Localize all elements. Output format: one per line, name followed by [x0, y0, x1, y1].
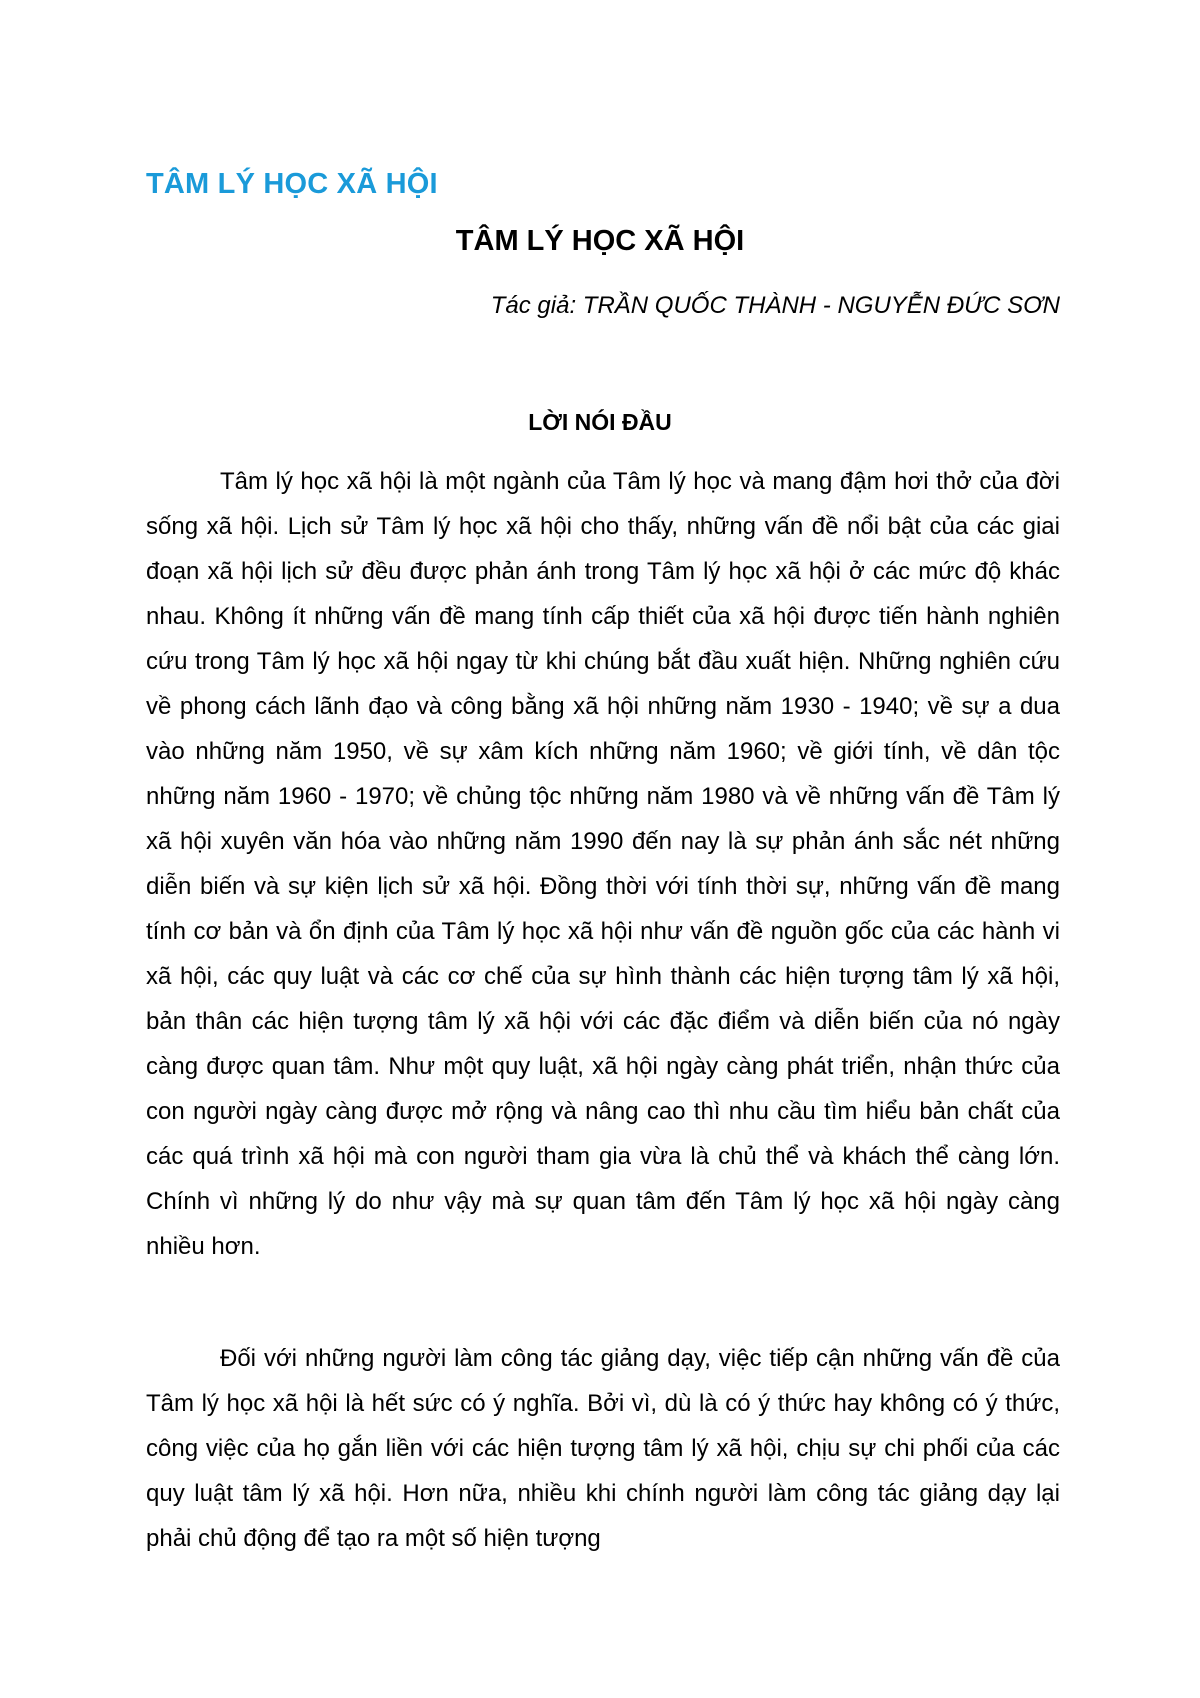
author-line: Tác giả: TRẦN QUỐC THÀNH - NGUYỄN ĐỨC SƠN: [490, 292, 1060, 319]
book-title: TÂM LÝ HỌC XÃ HỘI: [455, 225, 745, 257]
top-heading: TÂM LÝ HỌC XÃ HỘI: [146, 168, 438, 200]
paragraph-2: Đối với những người làm công tác giảng dạy, việc tiếp cận những vấn đề của Tâm lý học xã hội là hết sức có ý nghĩa. Bởi vì, dù là có ý thức hay không có ý thức, công việc của họ gắn liền với các hiện tượng tâm lý xã hội, chịu sự chi phối của các quy luật tâm lý xã hội. Hơn nữa, nhiều khi chính người làm công tác giảng dạy lại phải chủ động để tạo ra một số hiện tượng: [146, 1345, 1060, 1552]
paragraph-1: Tâm lý học xã hội là một ngành của Tâm lý học và mang đậm hơi thở của đời sống xã hội. Lịch sử Tâm lý học xã hội cho thấy, những vấn đề nổi bật của các giai đoạn xã hội lịch sử đều được phản ánh trong Tâm lý học xã hội ở các mức độ khác nhau. Không ít những vấn đề mang tính cấp thiết của xã hội được tiến hành nghiên cứu trong Tâm lý học xã hội ngay từ khi chúng bắt đầu xuất hiện. Những nghiên cứu về phong cách lãnh đạo và công bằng xã hội những năm 1930 - 1940; về sự a dua vào những năm 1950, về sự xâm kích những năm 1960; về giới tính, về dân tộc những năm 1960 - 1970; về chủng tộc những năm 1980 và về những vấn đề Tâm lý xã hội xuyên văn hóa vào những năm 1990 đến nay là sự phản ánh sắc nét những diễn biến và sự kiện lịch sử xã hội. Đồng thời với tính thời sự, những vấn đề mang tính cơ bản và ổn định của Tâm lý học xã hội như vấn đề nguồn gốc của các hành vi xã hội, các quy luật và các cơ chế của sự hình thành các hiện tượng tâm lý xã hội, bản thân các hiện tượng tâm lý xã hội với các đặc điểm và diễn biến của nó ngày càng được quan tâm. Như một quy luật, xã hội ngày càng phát triển, nhận thức của con người ngày càng được mở rộng và nâng cao thì nhu cầu tìm hiểu bản chất của các quá trình xã hội mà con người tham gia vừa là chủ thể và khách thể càng lớn. Chính vì những lý do như vậy mà sự quan tâm đến Tâm lý học xã hội ngày càng nhiều hơn.: [146, 468, 1060, 1260]
section-title: LỜI NÓI ĐẦU: [528, 409, 672, 435]
